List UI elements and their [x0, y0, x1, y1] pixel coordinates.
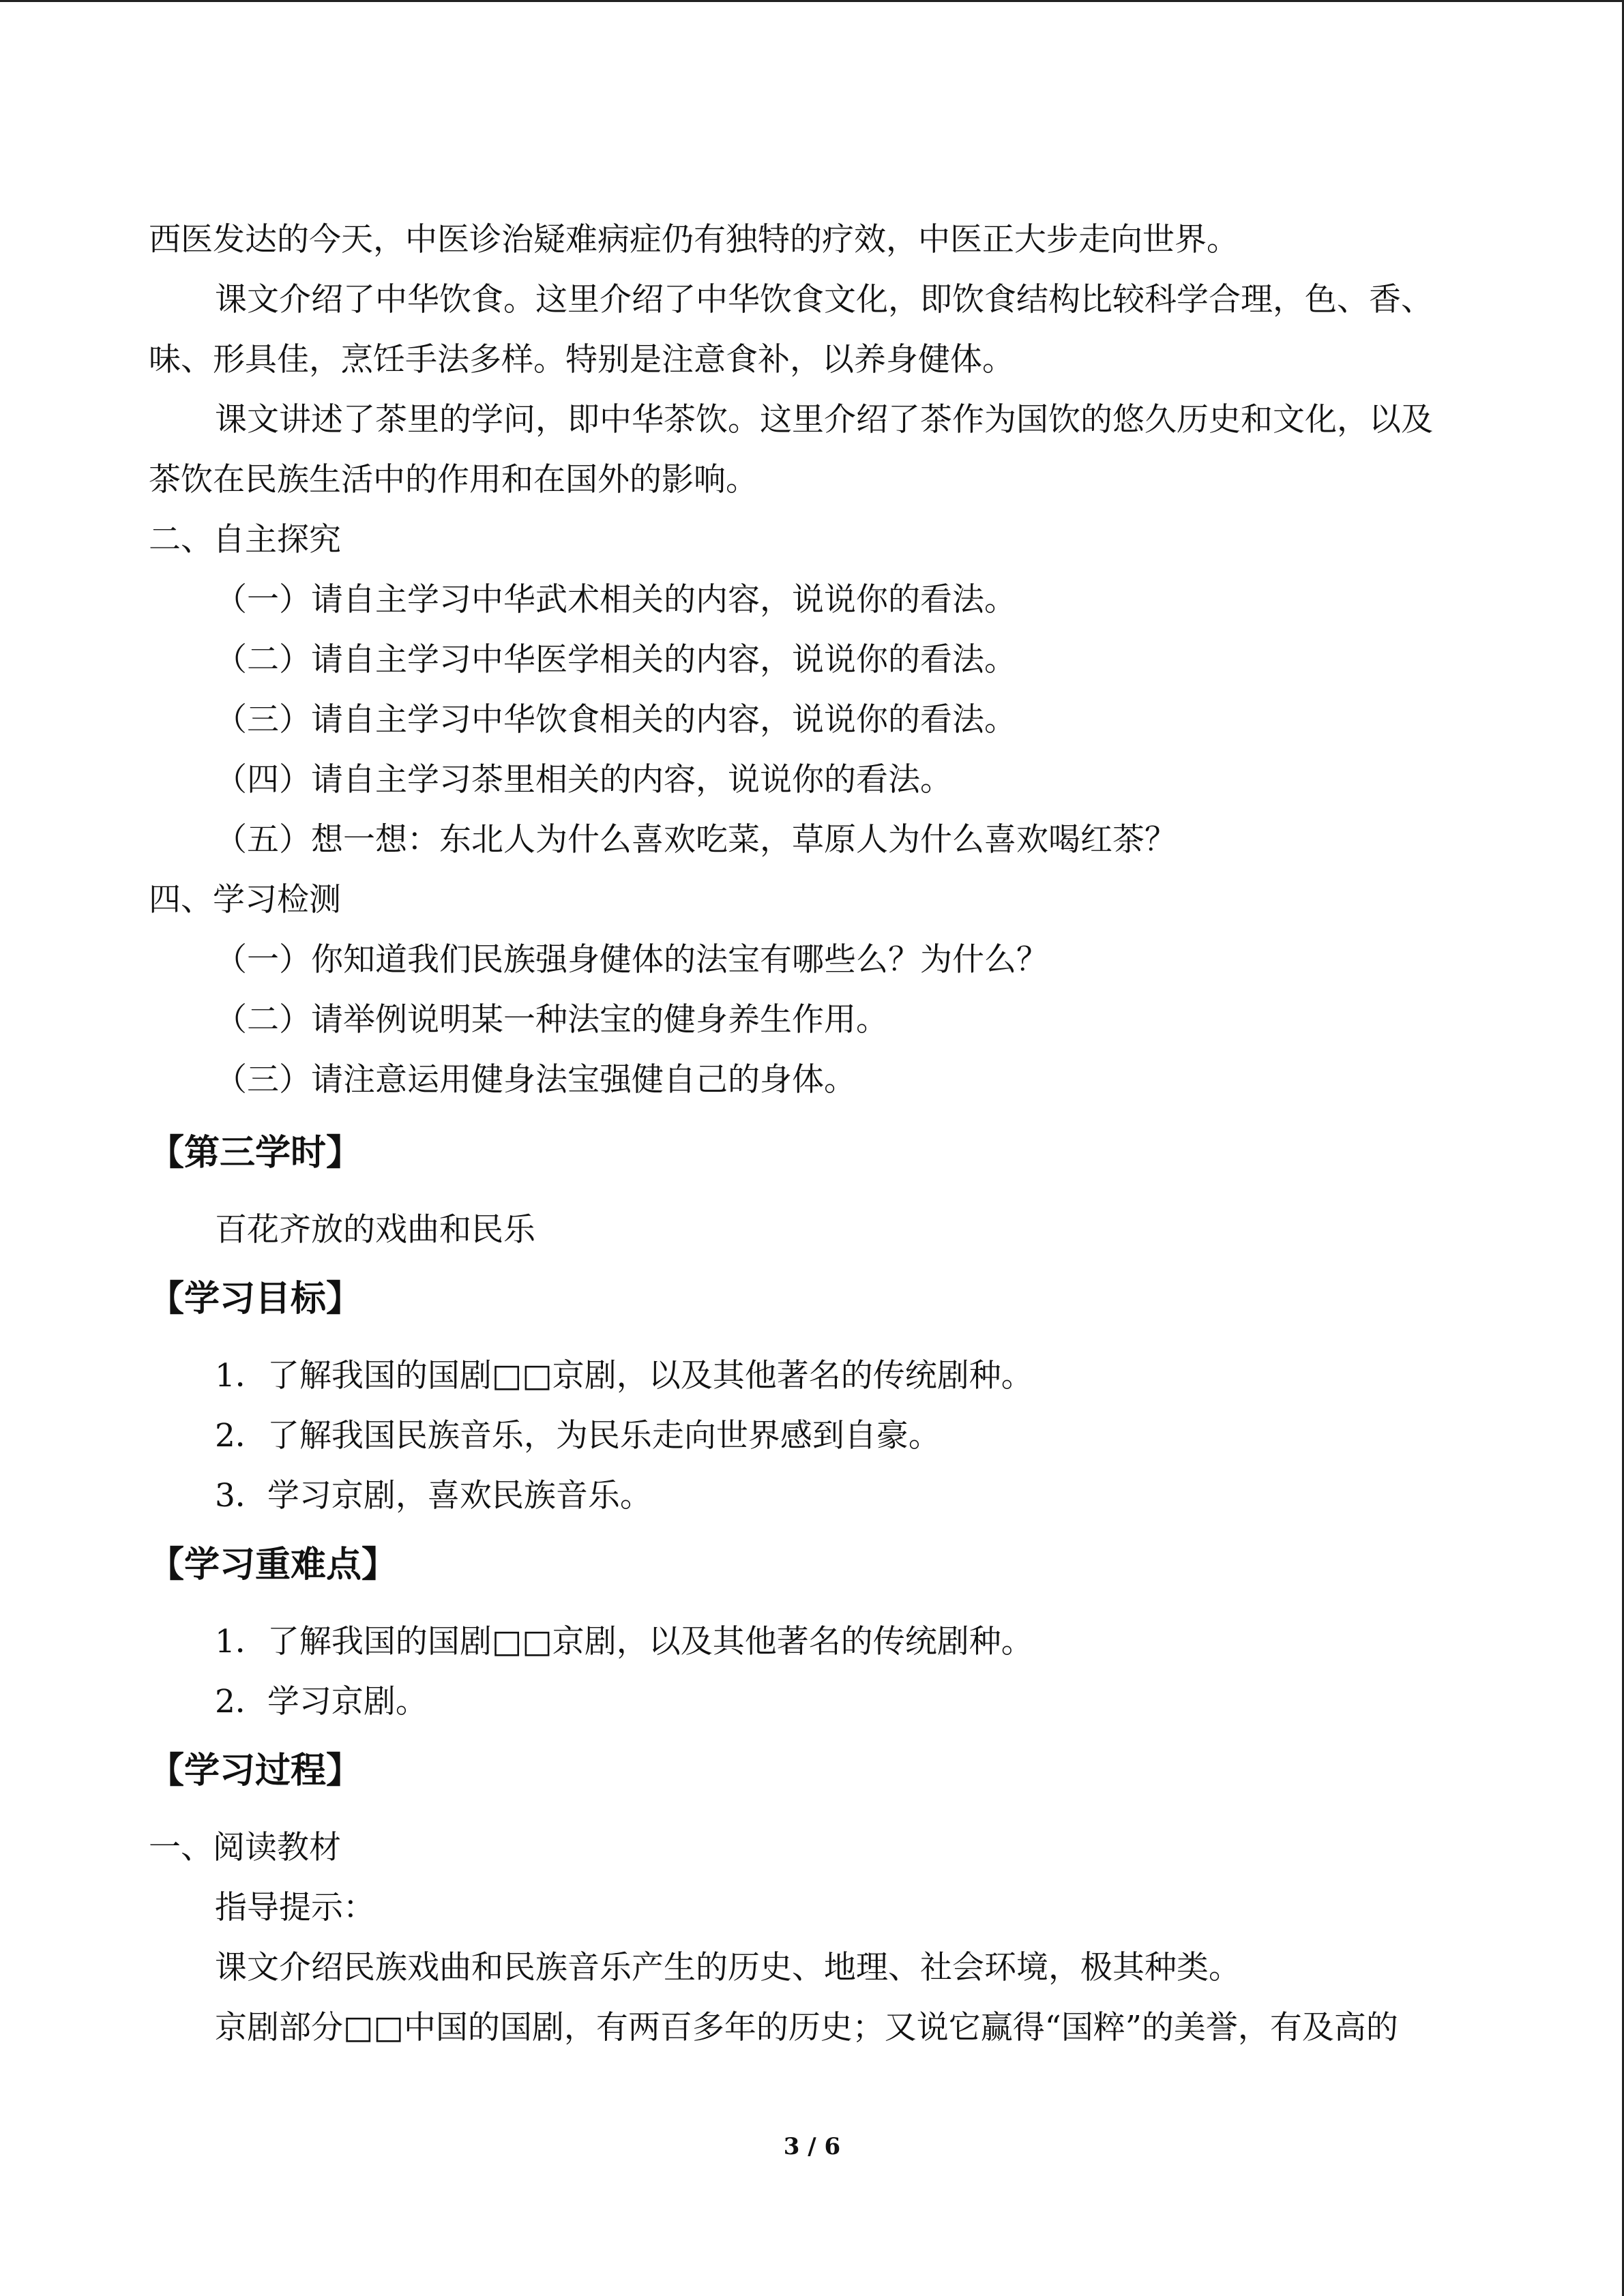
- heading-key-points: 【学习重难点】: [149, 1545, 398, 1585]
- paragraph-tea-1: 课文讲述了茶里的学问，即中华茶饮。这里介绍了茶作为国饮的悠久历史和文化，以及: [215, 401, 1433, 438]
- spacer: [149, 1804, 1479, 1818]
- objective-item: 2．了解我国民族音乐，为民乐走向世界感到自豪。: [215, 1417, 941, 1455]
- objective-item: 1．了解我国的国剧□□京剧，以及其他著名的传统剧种。: [215, 1357, 1033, 1395]
- list-item: （一）请自主学习中华武术相关的内容，说说你的看法。: [215, 581, 1016, 618]
- heading-third-lesson: 【第三学时】: [149, 1133, 362, 1174]
- list-item: （四）请自主学习茶里相关的内容，说说你的看法。: [215, 761, 952, 799]
- list-item: （三）请自主学习中华饮食相关的内容，说说你的看法。: [215, 701, 1016, 739]
- paragraph-tcm: 西医发达的今天，中医诊治疑难病症仍有独特的疗效，中医正大步走向世界。: [149, 221, 1239, 258]
- spacer: [149, 1332, 1479, 1346]
- paragraph-food-1: 课文介绍了中华饮食。这里介绍了中华饮食文化，即饮食结构比较科学合理，色、香、: [215, 281, 1433, 318]
- section-title-test: 四、学习检测: [149, 881, 341, 919]
- section-title-reading: 一、阅读教材: [149, 1829, 341, 1866]
- lesson-topic: 百花齐放的戏曲和民乐: [215, 1211, 535, 1249]
- guide-label: 指导提示：: [215, 1889, 375, 1926]
- spacer: [149, 1187, 1479, 1200]
- list-item: （三）请注意运用健身法宝强健自己的身体。: [215, 1061, 856, 1099]
- page-number: 3 / 6: [783, 2133, 841, 2160]
- page-content: [149, 210, 1479, 2058]
- spacer: [149, 1598, 1479, 1612]
- key-point-item: 2．学习京剧。: [215, 1683, 428, 1720]
- process-line: 课文介绍民族戏曲和民族音乐产生的历史、地理、社会环境，极其种类。: [215, 1949, 1241, 1986]
- list-item: （五）想一想：东北人为什么喜欢吃菜，草原人为什么喜欢喝红茶？: [215, 821, 1177, 859]
- process-line: 京剧部分□□中国的国剧，有两百多年的历史；又说它赢得“国粹”的美誉，有及高的: [215, 2009, 1398, 2046]
- objective-item: 3．学习京剧，喜欢民族音乐。: [215, 1477, 652, 1515]
- heading-process: 【学习过程】: [149, 1750, 362, 1791]
- heading-objectives: 【学习目标】: [149, 1279, 362, 1320]
- list-item: （一）你知道我们民族强身健体的法宝有哪些么？为什么？: [215, 941, 1048, 979]
- top-border: [0, 0, 1624, 2]
- list-item: （二）请自主学习中华医学相关的内容，说说你的看法。: [215, 641, 1016, 679]
- paragraph-tea-2: 茶饮在民族生活中的作用和在国外的影响。: [149, 461, 758, 498]
- section-title-self-study: 二、自主探究: [149, 521, 341, 558]
- list-item: （二）请举例说明某一种法宝的健身养生作用。: [215, 1001, 888, 1039]
- paragraph-food-2: 味、形具佳，烹饪手法多样。特别是注意食补，以养身健体。: [149, 341, 1014, 378]
- key-point-item: 1．了解我国的国剧□□京剧，以及其他著名的传统剧种。: [215, 1623, 1033, 1660]
